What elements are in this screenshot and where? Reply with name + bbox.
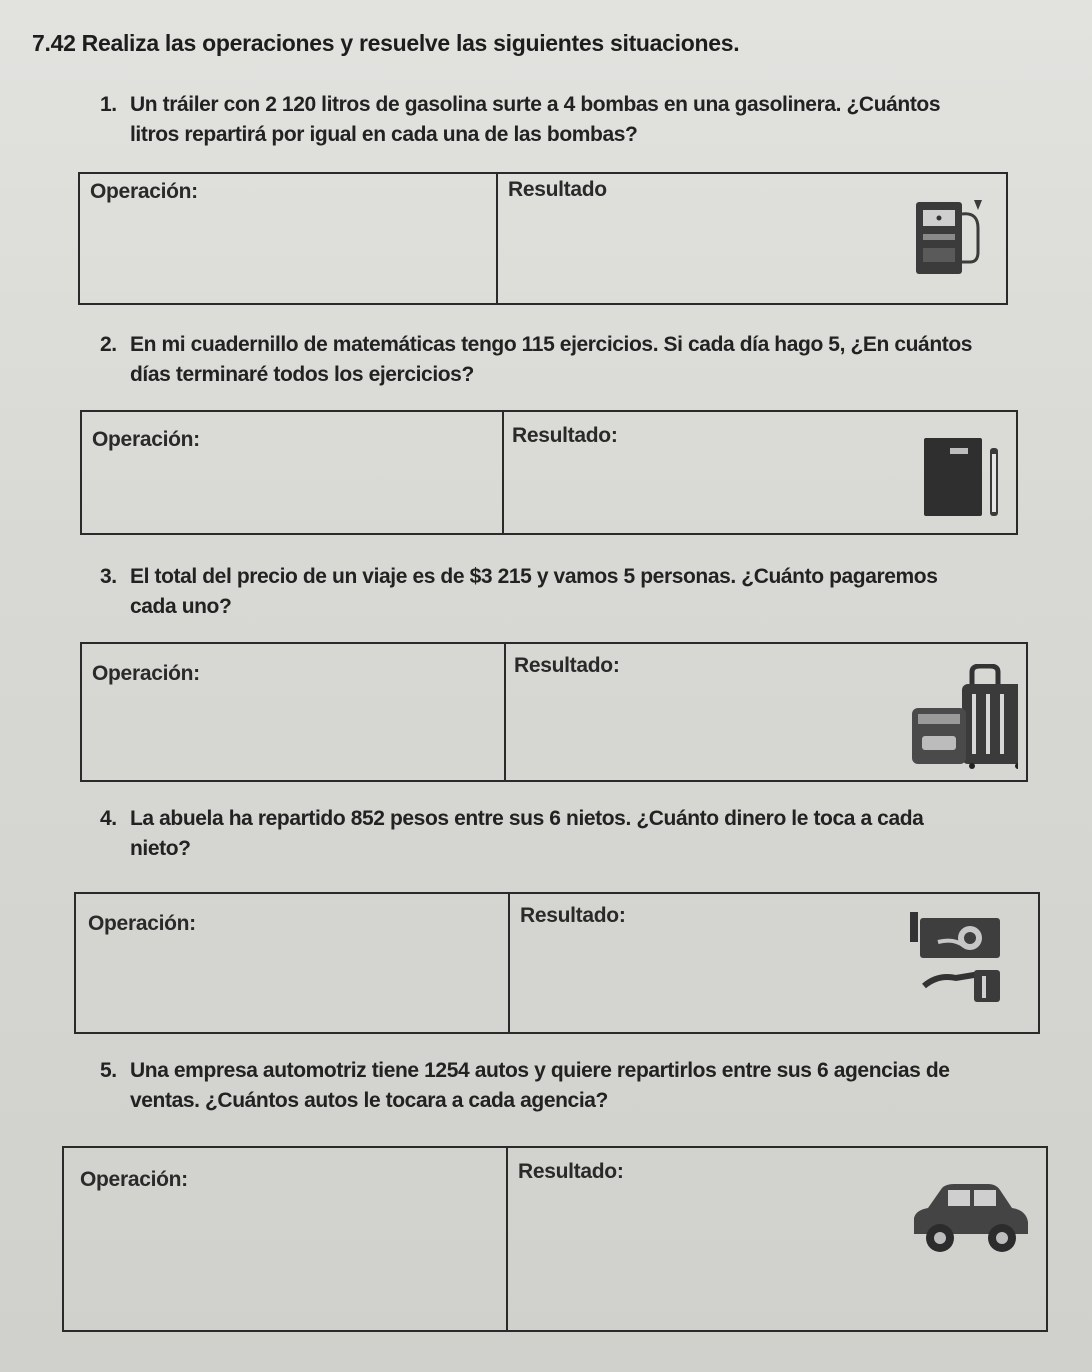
problem-5-number: 5. — [100, 1059, 117, 1082]
fuel-pump-icon — [912, 194, 988, 278]
problem-2-line1: En mi cuadernillo de matemáticas tengo 115 ejercicios. Si cada día hago 5, ¿En cuántos — [130, 333, 973, 356]
problem-3-number: 3. — [100, 565, 117, 588]
problem-4-line2: nieto? — [130, 837, 191, 860]
problem-1-line2: litros repartirá por igual en cada una de las bombas? — [130, 123, 638, 146]
problem-4-result-label: Resultado: — [520, 904, 626, 927]
car-icon — [906, 1182, 1032, 1256]
problem-1-line1: Un tráiler con 2 120 litros de gasolina surte a 4 bombas en una gasolinera. ¿Cuántos — [130, 93, 941, 116]
problem-2-divider — [502, 412, 504, 533]
problem-1-number: 1. — [100, 93, 117, 116]
problem-5-line1: Una empresa automotriz tiene 1254 autos y quiere repartirlos entre sus 6 agencias de — [130, 1059, 950, 1082]
problem-5-text — [100, 1056, 950, 1116]
luggage-icon — [908, 664, 1018, 770]
exercise-title: 7.42 Realiza las operaciones y resuelve las siguientes situaciones. — [32, 30, 740, 56]
problem-2-operation-label: Operación: — [92, 428, 200, 451]
problem-5-line2: ventas. ¿Cuántos autos le tocara a cada agencia? — [130, 1089, 608, 1112]
problem-4-answer-box — [74, 892, 1040, 1034]
problem-1-operation-label: Operación: — [90, 180, 198, 203]
problem-2-number: 2. — [100, 333, 117, 356]
problem-2-text — [100, 330, 972, 390]
problem-3-answer-box — [80, 642, 1028, 782]
problem-1-result-label: Resultado — [508, 178, 607, 201]
problem-3-result-label: Resultado: — [514, 654, 620, 677]
notebook-icon — [920, 434, 1004, 522]
problem-5-divider — [506, 1148, 508, 1330]
money-hand-icon — [908, 908, 1008, 1012]
problem-4-line1: La abuela ha repartido 852 pesos entre sus 6 nietos. ¿Cuánto dinero le toca a cada — [130, 807, 924, 830]
problem-1-answer-box — [78, 172, 1008, 305]
problem-1-divider — [496, 174, 498, 303]
problem-3-text — [100, 562, 938, 622]
problem-1-text — [100, 90, 940, 150]
problem-3-line1: El total del precio de un viaje es de $3 215 y vamos 5 personas. ¿Cuánto pagaremos — [130, 565, 938, 588]
problem-2-result-label: Resultado: — [512, 424, 618, 447]
problem-5-answer-box — [62, 1146, 1048, 1332]
problem-4-divider — [508, 894, 510, 1032]
problem-2-answer-box — [80, 410, 1018, 535]
problem-4-number: 4. — [100, 807, 117, 830]
problem-4-text — [100, 804, 923, 864]
problem-5-operation-label: Operación: — [80, 1168, 188, 1191]
problem-3-divider — [504, 644, 506, 780]
problem-3-line2: cada uno? — [130, 595, 232, 618]
problem-2-line2: días terminaré todos los ejercicios? — [130, 363, 474, 386]
problem-5-result-label: Resultado: — [518, 1160, 624, 1183]
problem-3-operation-label: Operación: — [92, 662, 200, 685]
problem-4-operation-label: Operación: — [88, 912, 196, 935]
